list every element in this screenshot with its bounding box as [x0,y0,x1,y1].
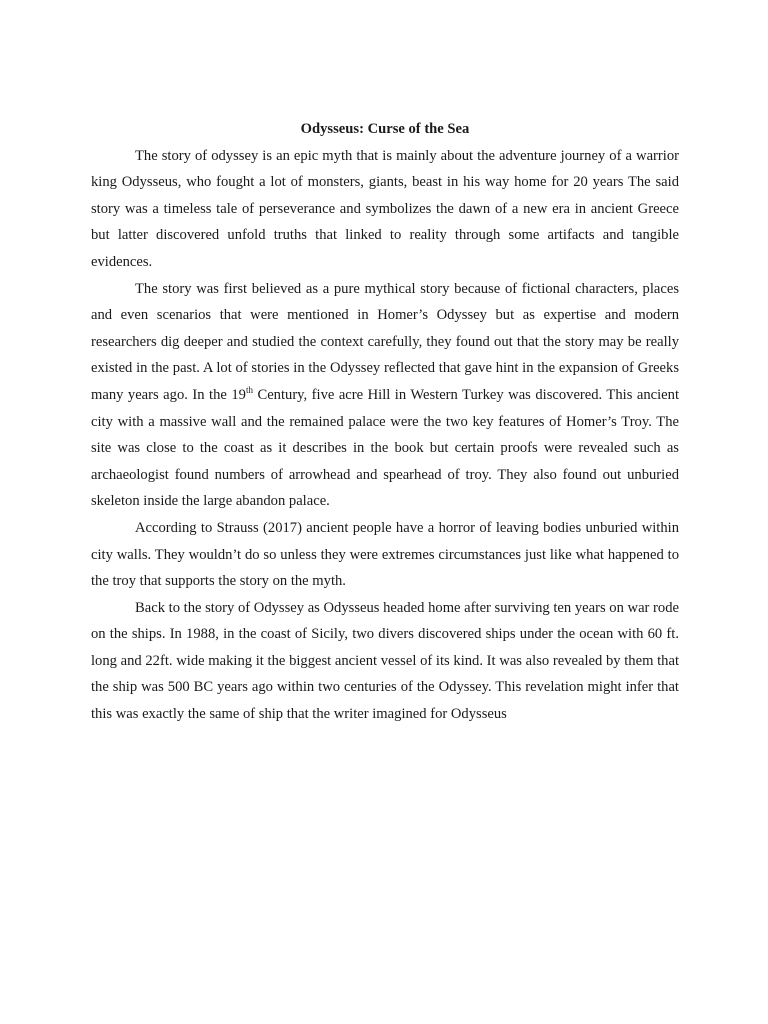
paragraph-2-part-2: Century, five acre Hill in Western Turkey was discovered. This ancient city with a massive wall and the remained palace were the two key features of Homer’s Troy. The site was close to the coast as it describes in the book but certain proofs were revealed such as archaeologist found numbers of arrowhead and spearhead of troy. They also found out unburied skeleton inside the large abandon palace. [91,386,679,510]
document-page [91,116,679,728]
paragraph-4: Back to the story of Odyssey as Odysseus headed home after surviving ten years on war rode on the ships. In 1988, in the coast of Sicily, two divers discovered ships under the ocean with 60 ft. long and 22ft. wide making it the biggest ancient vessel of its kind. It was also revealed by them that the ship was 500 BC years ago within two centuries of the Odyssey. This revelation might infer that this was exactly the same of ship that the writer imagined for Odysseus [91,599,679,723]
paragraph-2 [91,276,679,515]
paragraph-1: The story of odyssey is an epic myth that is mainly about the adventure journey of a warrior king Odysseus, who fought a lot of monsters, giants, beast in his way home for 20 years The said story was a timeless tale of perseverance and symbolizes the dawn of a new era in ancient Greece but latter discovered unfold truths that linked to reality through some artifacts and tangible evidences. [91,147,679,270]
document-title: Odysseus: Curse of the Sea [300,121,470,137]
paragraph-2-part-1: The story was first believed as a pure mythical story because of fictional characters, places and even scenarios that were mentioned in Homer’s Odyssey but as expertise and modern researchers dig deeper and studied the context carefully, they found out that the story may be really existed in the past. A lot of stories in the Odyssey reflected that gave hint in the expansion of Greeks many years ago. In the 19 [91,280,679,403]
paragraph-3: According to Strauss (2017) ancient people have a horror of leaving bodies unburied within city walls. They wouldn’t do so unless they were extremes circumstances just like what happened to the troy that supports the story on the myth. [91,519,679,590]
ordinal-superscript: th [245,385,253,396]
